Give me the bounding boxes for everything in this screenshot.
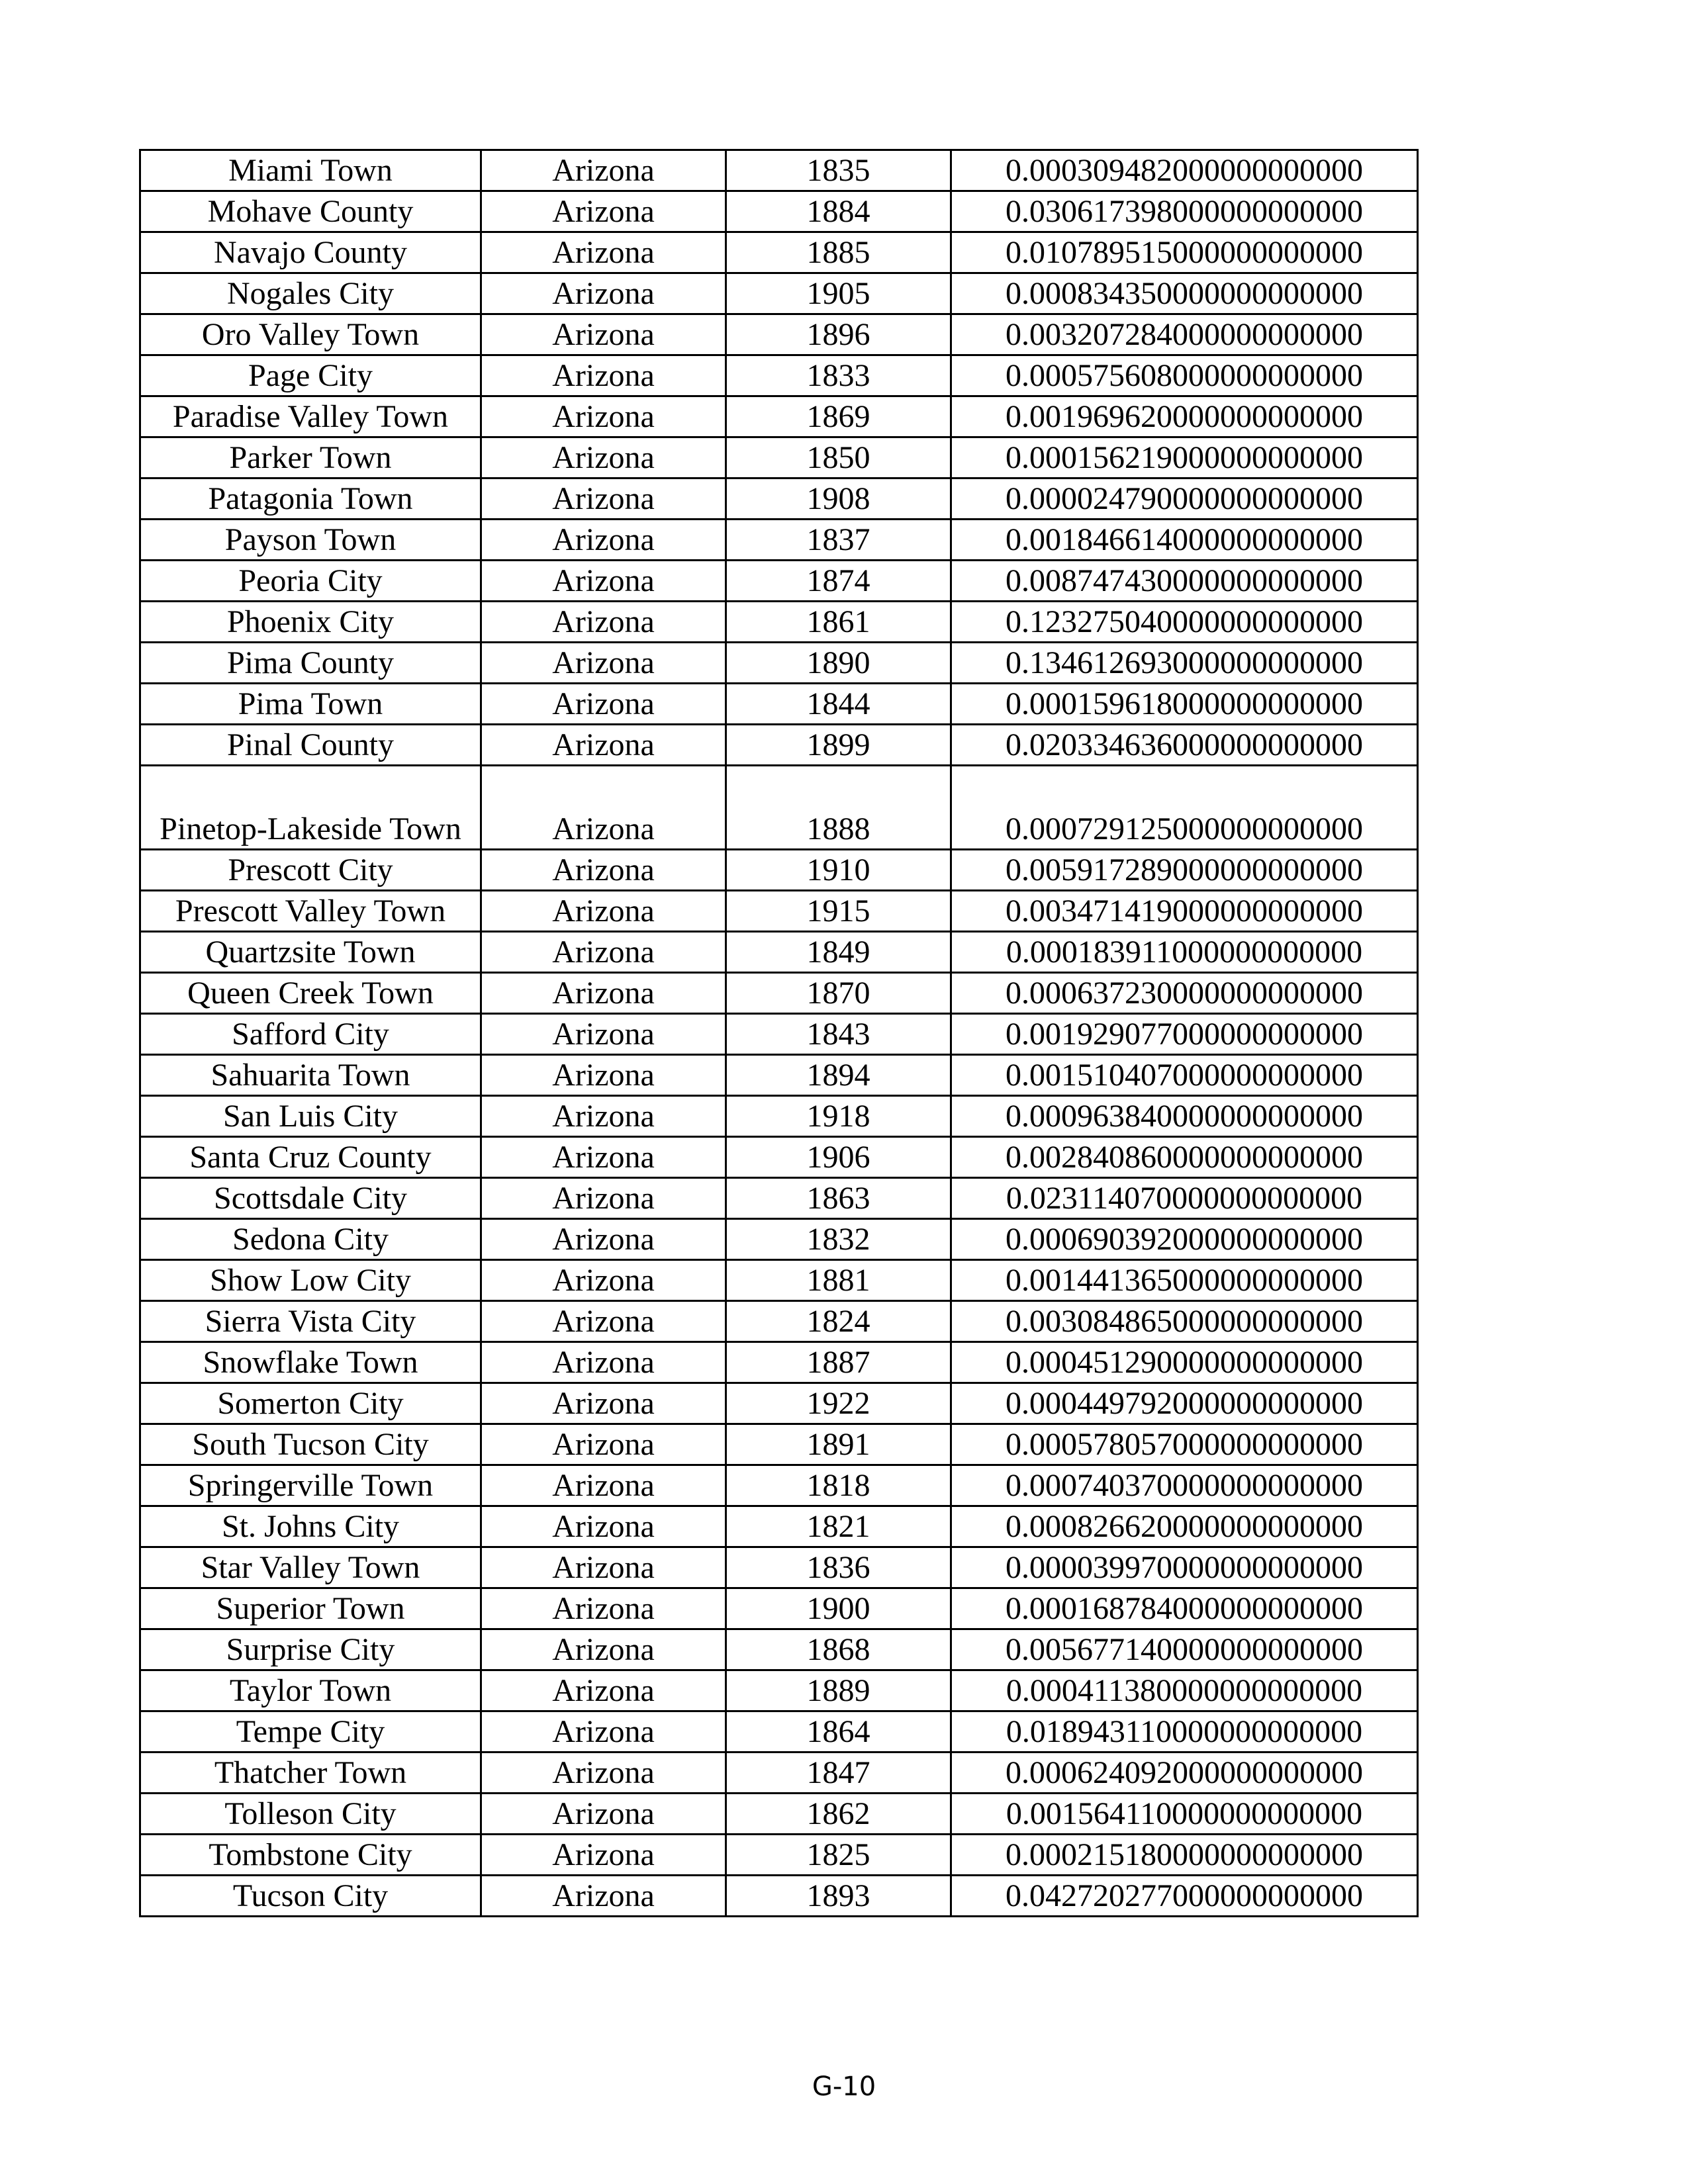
state-cell: Arizona bbox=[481, 1424, 726, 1465]
state-cell: Arizona bbox=[481, 850, 726, 891]
value-cell: 0.000156219000000000000 bbox=[951, 437, 1418, 478]
value-cell: 0.000578057000000000000 bbox=[951, 1424, 1418, 1465]
state-cell: Arizona bbox=[481, 191, 726, 232]
table-row bbox=[140, 561, 1418, 602]
table-row bbox=[140, 602, 1418, 643]
state-cell: Arizona bbox=[481, 1752, 726, 1794]
entity-name-cell: Taylor Town bbox=[140, 1670, 481, 1711]
table-row bbox=[140, 725, 1418, 766]
table-row bbox=[140, 1547, 1418, 1588]
value-cell: 0.000309482000000000000 bbox=[951, 150, 1418, 191]
value-cell: 0.000024790000000000000 bbox=[951, 478, 1418, 520]
entity-name-cell: Queen Creek Town bbox=[140, 973, 481, 1014]
id-cell: 1884 bbox=[726, 191, 951, 232]
id-cell: 1862 bbox=[726, 1794, 951, 1835]
state-cell: Arizona bbox=[481, 891, 726, 932]
value-cell: 0.000039970000000000000 bbox=[951, 1547, 1418, 1588]
table-row bbox=[140, 932, 1418, 973]
value-cell: 0.023114070000000000000 bbox=[951, 1178, 1418, 1219]
id-cell: 1821 bbox=[726, 1506, 951, 1547]
entity-name-cell: Pima County bbox=[140, 643, 481, 684]
id-cell: 1905 bbox=[726, 273, 951, 314]
id-cell: 1849 bbox=[726, 932, 951, 973]
state-cell: Arizona bbox=[481, 396, 726, 437]
value-cell: 0.003207284000000000000 bbox=[951, 314, 1418, 355]
state-cell: Arizona bbox=[481, 1014, 726, 1055]
value-cell: 0.001929077000000000000 bbox=[951, 1014, 1418, 1055]
table-row bbox=[140, 1260, 1418, 1301]
table-row bbox=[140, 850, 1418, 891]
state-cell: Arizona bbox=[481, 1260, 726, 1301]
table-row bbox=[140, 1629, 1418, 1670]
id-cell: 1833 bbox=[726, 355, 951, 396]
id-cell: 1906 bbox=[726, 1137, 951, 1178]
value-cell: 0.000834350000000000000 bbox=[951, 273, 1418, 314]
value-cell: 0.005917289000000000000 bbox=[951, 850, 1418, 891]
table-row bbox=[140, 1014, 1418, 1055]
value-cell: 0.002840860000000000000 bbox=[951, 1137, 1418, 1178]
entity-name-cell: Quartzsite Town bbox=[140, 932, 481, 973]
value-cell: 0.001441365000000000000 bbox=[951, 1260, 1418, 1301]
table-row bbox=[140, 1383, 1418, 1424]
entity-name-cell: Prescott City bbox=[140, 850, 481, 891]
id-cell: 1868 bbox=[726, 1629, 951, 1670]
state-cell: Arizona bbox=[481, 1137, 726, 1178]
value-cell: 0.000575608000000000000 bbox=[951, 355, 1418, 396]
table-row bbox=[140, 478, 1418, 520]
id-cell: 1850 bbox=[726, 437, 951, 478]
entity-name-cell: Patagonia Town bbox=[140, 478, 481, 520]
state-cell: Arizona bbox=[481, 1670, 726, 1711]
table-row bbox=[140, 437, 1418, 478]
state-cell: Arizona bbox=[481, 1835, 726, 1876]
table-row bbox=[140, 355, 1418, 396]
value-cell: 0.000451290000000000000 bbox=[951, 1342, 1418, 1383]
entity-name-cell: Tucson City bbox=[140, 1876, 481, 1917]
id-cell: 1910 bbox=[726, 850, 951, 891]
table-row bbox=[140, 1424, 1418, 1465]
id-cell: 1864 bbox=[726, 1711, 951, 1752]
value-cell: 0.123275040000000000000 bbox=[951, 602, 1418, 643]
value-cell: 0.000729125000000000000 bbox=[951, 766, 1418, 850]
table-row bbox=[140, 1301, 1418, 1342]
id-cell: 1896 bbox=[726, 314, 951, 355]
entity-name-cell: Payson Town bbox=[140, 520, 481, 561]
id-cell: 1918 bbox=[726, 1096, 951, 1137]
state-cell: Arizona bbox=[481, 1629, 726, 1670]
entity-name-cell: Miami Town bbox=[140, 150, 481, 191]
state-cell: Arizona bbox=[481, 150, 726, 191]
table-row bbox=[140, 1465, 1418, 1506]
table-row bbox=[140, 191, 1418, 232]
state-cell: Arizona bbox=[481, 932, 726, 973]
id-cell: 1844 bbox=[726, 684, 951, 725]
table-row bbox=[140, 1794, 1418, 1835]
value-cell: 0.000215180000000000000 bbox=[951, 1835, 1418, 1876]
value-cell: 0.001510407000000000000 bbox=[951, 1055, 1418, 1096]
value-cell: 0.001564110000000000000 bbox=[951, 1794, 1418, 1835]
value-cell: 0.001846614000000000000 bbox=[951, 520, 1418, 561]
value-cell: 0.003471419000000000000 bbox=[951, 891, 1418, 932]
id-cell: 1891 bbox=[726, 1424, 951, 1465]
value-cell: 0.010789515000000000000 bbox=[951, 232, 1418, 273]
table-row bbox=[140, 1342, 1418, 1383]
state-cell: Arizona bbox=[481, 1178, 726, 1219]
table-row bbox=[140, 1506, 1418, 1547]
value-cell: 0.001969620000000000000 bbox=[951, 396, 1418, 437]
state-cell: Arizona bbox=[481, 1096, 726, 1137]
entity-name-cell: Surprise City bbox=[140, 1629, 481, 1670]
table-row bbox=[140, 150, 1418, 191]
table-row bbox=[140, 1835, 1418, 1876]
entity-name-cell: Santa Cruz County bbox=[140, 1137, 481, 1178]
entity-name-cell: Oro Valley Town bbox=[140, 314, 481, 355]
value-cell: 0.030617398000000000000 bbox=[951, 191, 1418, 232]
id-cell: 1900 bbox=[726, 1588, 951, 1629]
id-cell: 1922 bbox=[726, 1383, 951, 1424]
state-cell: Arizona bbox=[481, 1342, 726, 1383]
id-cell: 1888 bbox=[726, 766, 951, 850]
id-cell: 1847 bbox=[726, 1752, 951, 1794]
value-cell: 0.008747430000000000000 bbox=[951, 561, 1418, 602]
table-row bbox=[140, 1055, 1418, 1096]
entity-name-cell: Mohave County bbox=[140, 191, 481, 232]
state-cell: Arizona bbox=[481, 314, 726, 355]
id-cell: 1837 bbox=[726, 520, 951, 561]
entity-name-cell: Navajo County bbox=[140, 232, 481, 273]
id-cell: 1893 bbox=[726, 1876, 951, 1917]
table-body bbox=[140, 150, 1418, 1917]
table-row bbox=[140, 1588, 1418, 1629]
allocation-table bbox=[139, 149, 1419, 1917]
entity-name-cell: South Tucson City bbox=[140, 1424, 481, 1465]
state-cell: Arizona bbox=[481, 561, 726, 602]
entity-name-cell: Sahuarita Town bbox=[140, 1055, 481, 1096]
state-cell: Arizona bbox=[481, 437, 726, 478]
table-row bbox=[140, 520, 1418, 561]
table-row bbox=[140, 396, 1418, 437]
id-cell: 1832 bbox=[726, 1219, 951, 1260]
id-cell: 1915 bbox=[726, 891, 951, 932]
entity-name-cell: Prescott Valley Town bbox=[140, 891, 481, 932]
state-cell: Arizona bbox=[481, 1465, 726, 1506]
state-cell: Arizona bbox=[481, 1711, 726, 1752]
table-row bbox=[140, 1670, 1418, 1711]
table-row bbox=[140, 314, 1418, 355]
value-cell: 0.000449792000000000000 bbox=[951, 1383, 1418, 1424]
state-cell: Arizona bbox=[481, 1055, 726, 1096]
state-cell: Arizona bbox=[481, 355, 726, 396]
id-cell: 1824 bbox=[726, 1301, 951, 1342]
id-cell: 1835 bbox=[726, 150, 951, 191]
value-cell: 0.020334636000000000000 bbox=[951, 725, 1418, 766]
id-cell: 1825 bbox=[726, 1835, 951, 1876]
state-cell: Arizona bbox=[481, 1301, 726, 1342]
entity-name-cell: Show Low City bbox=[140, 1260, 481, 1301]
entity-name-cell: Parker Town bbox=[140, 437, 481, 478]
state-cell: Arizona bbox=[481, 602, 726, 643]
id-cell: 1843 bbox=[726, 1014, 951, 1055]
entity-name-cell: St. Johns City bbox=[140, 1506, 481, 1547]
table-row bbox=[140, 891, 1418, 932]
id-cell: 1869 bbox=[726, 396, 951, 437]
id-cell: 1887 bbox=[726, 1342, 951, 1383]
id-cell: 1881 bbox=[726, 1260, 951, 1301]
id-cell: 1908 bbox=[726, 478, 951, 520]
table-row bbox=[140, 973, 1418, 1014]
entity-name-cell: Sierra Vista City bbox=[140, 1301, 481, 1342]
value-cell: 0.000637230000000000000 bbox=[951, 973, 1418, 1014]
entity-name-cell: Nogales City bbox=[140, 273, 481, 314]
value-cell: 0.042720277000000000000 bbox=[951, 1876, 1418, 1917]
id-cell: 1890 bbox=[726, 643, 951, 684]
entity-name-cell: Tempe City bbox=[140, 1711, 481, 1752]
entity-name-cell: Scottsdale City bbox=[140, 1178, 481, 1219]
value-cell: 0.000690392000000000000 bbox=[951, 1219, 1418, 1260]
value-cell: 0.000826620000000000000 bbox=[951, 1506, 1418, 1547]
table-row bbox=[140, 643, 1418, 684]
value-cell: 0.000963840000000000000 bbox=[951, 1096, 1418, 1137]
state-cell: Arizona bbox=[481, 1383, 726, 1424]
entity-name-cell: Thatcher Town bbox=[140, 1752, 481, 1794]
value-cell: 0.000159618000000000000 bbox=[951, 684, 1418, 725]
id-cell: 1894 bbox=[726, 1055, 951, 1096]
table-row bbox=[140, 273, 1418, 314]
entity-name-cell: Peoria City bbox=[140, 561, 481, 602]
state-cell: Arizona bbox=[481, 1588, 726, 1629]
entity-name-cell: Pima Town bbox=[140, 684, 481, 725]
value-cell: 0.000183911000000000000 bbox=[951, 932, 1418, 973]
id-cell: 1818 bbox=[726, 1465, 951, 1506]
entity-name-cell: Pinal County bbox=[140, 725, 481, 766]
value-cell: 0.000168784000000000000 bbox=[951, 1588, 1418, 1629]
table-row bbox=[140, 1752, 1418, 1794]
state-cell: Arizona bbox=[481, 973, 726, 1014]
entity-name-cell: Phoenix City bbox=[140, 602, 481, 643]
table-row bbox=[140, 1711, 1418, 1752]
id-cell: 1874 bbox=[726, 561, 951, 602]
entity-name-cell: San Luis City bbox=[140, 1096, 481, 1137]
value-cell: 0.000624092000000000000 bbox=[951, 1752, 1418, 1794]
table-row bbox=[140, 1178, 1418, 1219]
table-row bbox=[140, 232, 1418, 273]
id-cell: 1863 bbox=[726, 1178, 951, 1219]
entity-name-cell: Star Valley Town bbox=[140, 1547, 481, 1588]
id-cell: 1861 bbox=[726, 602, 951, 643]
state-cell: Arizona bbox=[481, 478, 726, 520]
value-cell: 0.000411380000000000000 bbox=[951, 1670, 1418, 1711]
entity-name-cell: Tolleson City bbox=[140, 1794, 481, 1835]
value-cell: 0.003084865000000000000 bbox=[951, 1301, 1418, 1342]
entity-name-cell: Springerville Town bbox=[140, 1465, 481, 1506]
entity-name-cell: Page City bbox=[140, 355, 481, 396]
entity-name-cell: Tombstone City bbox=[140, 1835, 481, 1876]
value-cell: 0.134612693000000000000 bbox=[951, 643, 1418, 684]
entity-name-cell: Pinetop-Lakeside Town bbox=[140, 766, 481, 850]
state-cell: Arizona bbox=[481, 1506, 726, 1547]
state-cell: Arizona bbox=[481, 232, 726, 273]
id-cell: 1885 bbox=[726, 232, 951, 273]
state-cell: Arizona bbox=[481, 273, 726, 314]
id-cell: 1836 bbox=[726, 1547, 951, 1588]
value-cell: 0.000740370000000000000 bbox=[951, 1465, 1418, 1506]
entity-name-cell: Snowflake Town bbox=[140, 1342, 481, 1383]
state-cell: Arizona bbox=[481, 643, 726, 684]
page-number: G-10 bbox=[812, 2071, 876, 2102]
state-cell: Arizona bbox=[481, 766, 726, 850]
id-cell: 1889 bbox=[726, 1670, 951, 1711]
state-cell: Arizona bbox=[481, 1547, 726, 1588]
value-cell: 0.018943110000000000000 bbox=[951, 1711, 1418, 1752]
entity-name-cell: Paradise Valley Town bbox=[140, 396, 481, 437]
state-cell: Arizona bbox=[481, 1794, 726, 1835]
state-cell: Arizona bbox=[481, 520, 726, 561]
table-row bbox=[140, 1137, 1418, 1178]
entity-name-cell: Somerton City bbox=[140, 1383, 481, 1424]
value-cell: 0.005677140000000000000 bbox=[951, 1629, 1418, 1670]
state-cell: Arizona bbox=[481, 684, 726, 725]
table-row bbox=[140, 766, 1418, 850]
state-cell: Arizona bbox=[481, 1219, 726, 1260]
table-row bbox=[140, 684, 1418, 725]
id-cell: 1870 bbox=[726, 973, 951, 1014]
state-cell: Arizona bbox=[481, 1876, 726, 1917]
entity-name-cell: Sedona City bbox=[140, 1219, 481, 1260]
id-cell: 1899 bbox=[726, 725, 951, 766]
entity-name-cell: Safford City bbox=[140, 1014, 481, 1055]
table-row bbox=[140, 1876, 1418, 1917]
entity-name-cell: Superior Town bbox=[140, 1588, 481, 1629]
table-row bbox=[140, 1096, 1418, 1137]
table-row bbox=[140, 1219, 1418, 1260]
state-cell: Arizona bbox=[481, 725, 726, 766]
